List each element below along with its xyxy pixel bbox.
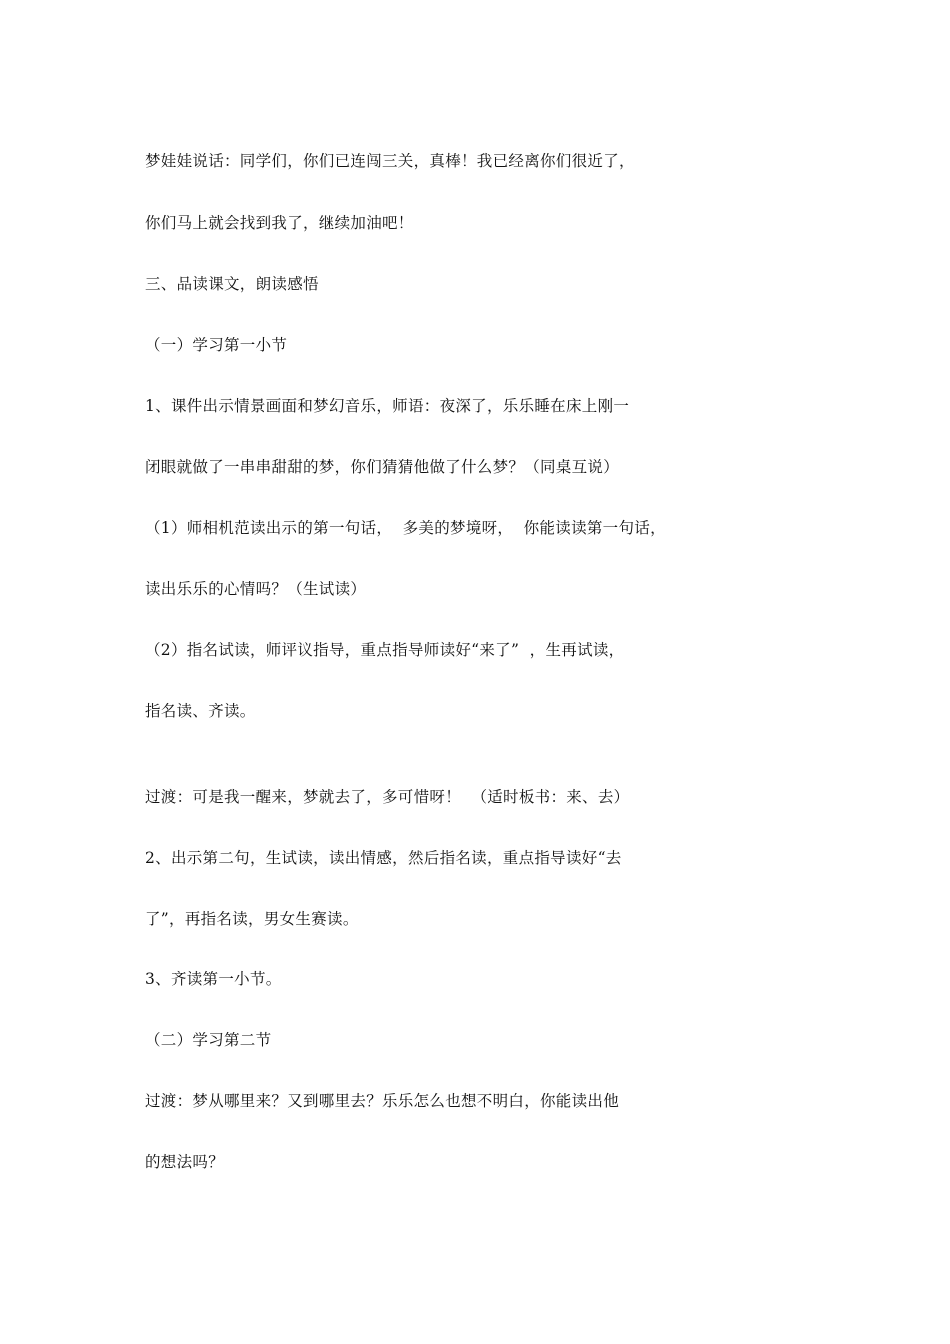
- text-line-14: 3、齐读第一小节。: [145, 970, 282, 988]
- text-line-2: 你们马上就会找到我了，继续加油吧！: [145, 214, 414, 232]
- subsection-heading-1: （一）学习第一小节: [145, 336, 288, 354]
- text-line-12: 2、出示第二句，生试读，读出情感，然后指名读，重点指导读好“去: [145, 849, 622, 867]
- text-line-13: 了”，再指名读，男女生赛读。: [145, 910, 359, 928]
- text-line-1: 梦娃娃说话：同学们，你们已连闯三关，真棒！我已经离你们很近了，: [145, 152, 635, 170]
- text-line-6: 闭眼就做了一串串甜甜的梦，你们猜猜他做了什么梦？（同桌互说）: [145, 458, 620, 476]
- text-line-8: 读出乐乐的心情吗？（生试读）: [145, 580, 367, 598]
- text-line-7: （1）师相机范读出示的第一句话， 多美的梦境呀， 你能读读第一句话，: [145, 519, 666, 537]
- text-line-16: 过渡：梦从哪里来？又到哪里去？乐乐怎么也想不明白，你能读出他: [145, 1092, 620, 1110]
- text-line-9: （2）指名试读，师评议指导，重点指导师读好“来了” ，生再试读，: [145, 641, 625, 659]
- text-line-10: 指名读、齐读。: [145, 702, 256, 720]
- text-line-11: 过渡：可是我一醒来，梦就去了，多可惜呀！ （适时板书：来、去）: [145, 788, 630, 806]
- text-line-5: 1、课件出示情景画面和梦幻音乐，师语：夜深了，乐乐睡在床上刚一: [145, 397, 630, 415]
- subsection-heading-2: （二）学习第二节: [145, 1031, 272, 1049]
- text-line-17: 的想法吗？: [145, 1153, 225, 1171]
- section-heading-3: 三、品读课文，朗读感悟: [145, 275, 319, 293]
